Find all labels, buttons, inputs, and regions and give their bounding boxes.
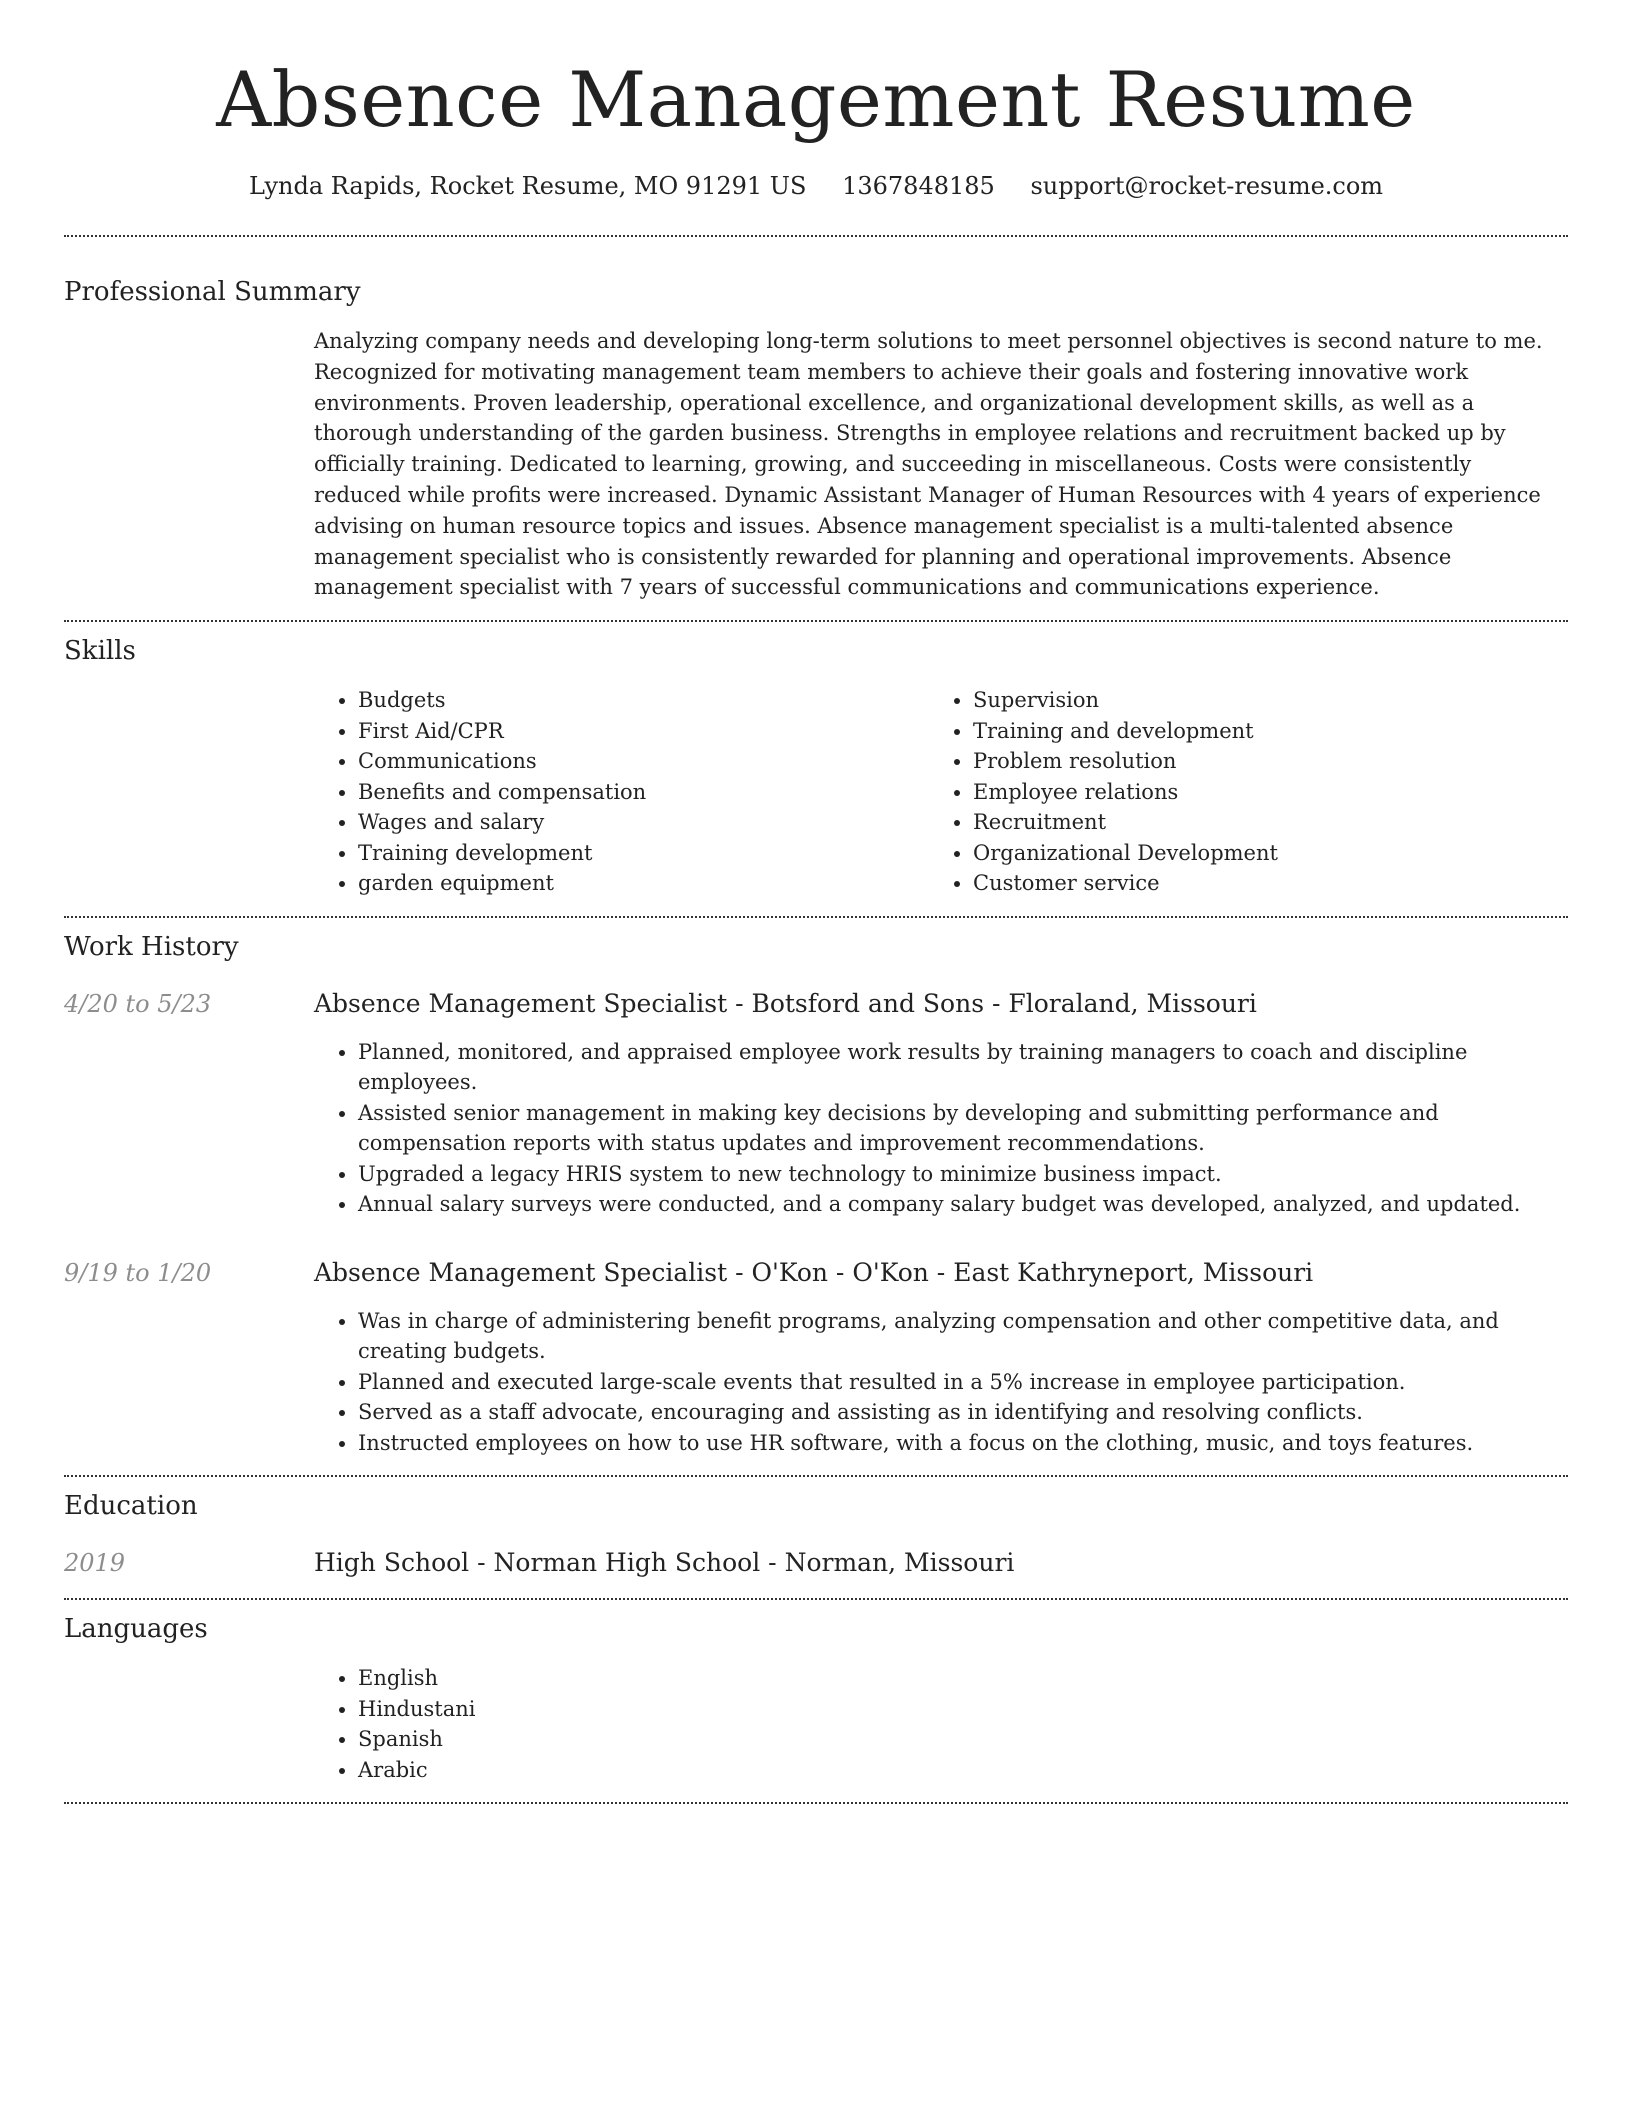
language-item: • Spanish xyxy=(358,1724,1568,1755)
skills-column-right xyxy=(929,685,1544,899)
job-bullet: • Assisted senior management in making key decisions by developing and submitting performance and compensation reports with status updates and improvement recommendations. xyxy=(358,1098,1568,1159)
contact-address: Lynda Rapids, Rocket Resume, MO 91291 US xyxy=(248,172,807,200)
resume-title: Absence Management Resume xyxy=(216,55,1416,144)
job-bullet: • Upgraded a legacy HRIS system to new technology to minimize business impact. xyxy=(358,1159,1568,1190)
language-item: • Hindustani xyxy=(358,1694,1568,1725)
skills-list-left xyxy=(314,685,929,899)
job-bullets xyxy=(314,1306,1568,1459)
divider xyxy=(64,620,1568,622)
skill-item: • Communications xyxy=(358,746,929,777)
work-heading: Work History xyxy=(64,931,239,962)
skill-item: • Benefits and compensation xyxy=(358,777,929,808)
skill-item: • Supervision xyxy=(973,685,1544,716)
job-bullet: • Served as a staff advocate, encouraging and assisting as in identifying and resolving conflicts. xyxy=(358,1397,1568,1428)
job-title: Absence Management Specialist - Botsford and Sons - Floraland, Missouri xyxy=(314,988,1257,1018)
contact-line xyxy=(64,170,1568,202)
skill-item: • Wages and salary xyxy=(358,807,929,838)
languages-heading: Languages xyxy=(64,1614,208,1645)
skill-item: • Organizational Development xyxy=(973,838,1544,869)
skill-item: • Problem resolution xyxy=(973,746,1544,777)
job-entry xyxy=(64,988,1568,1220)
job-bullet: • Planned, monitored, and appraised employee work results by training managers to coach and discipline employees. xyxy=(358,1037,1568,1098)
skills-column-left xyxy=(314,685,929,899)
skill-item: • First Aid/CPR xyxy=(358,716,929,747)
skill-item: • Employee relations xyxy=(973,777,1544,808)
education-year: 2019 xyxy=(64,1549,126,1578)
contact-phone: 1367848185 xyxy=(842,172,995,200)
resume-page xyxy=(64,0,1568,1804)
education-entry xyxy=(64,1547,1568,1579)
skill-item: • Budgets xyxy=(358,685,929,716)
skills-grid xyxy=(314,685,1568,899)
divider xyxy=(64,1802,1568,1804)
job-title: Absence Management Specialist - O'Kon - O'Kon - East Kathryneport, Missouri xyxy=(314,1257,1314,1287)
work-section xyxy=(64,930,1568,1459)
divider xyxy=(64,916,1568,918)
skill-item: • Customer service xyxy=(973,868,1544,899)
language-item: • English xyxy=(358,1663,1568,1694)
skill-item: • Recruitment xyxy=(973,807,1544,838)
job-header xyxy=(64,1257,1568,1289)
job-dates: 9/19 to 1/20 xyxy=(64,1258,212,1287)
job-bullet: • Planned and executed large-scale events that resulted in a 5% increase in employee participation. xyxy=(358,1367,1568,1398)
job-header xyxy=(64,988,1568,1020)
language-item: • Arabic xyxy=(358,1755,1568,1786)
divider xyxy=(64,235,1568,237)
contact-email: support@rocket-resume.com xyxy=(1030,172,1384,200)
job-bullet: • Was in charge of administering benefit programs, analyzing compensation and other competitive data, and creating budgets. xyxy=(358,1306,1568,1367)
skill-item: • Training and development xyxy=(973,716,1544,747)
education-heading: Education xyxy=(64,1491,198,1522)
job-bullets xyxy=(314,1037,1568,1220)
skills-heading: Skills xyxy=(64,636,136,667)
skills-section xyxy=(64,634,1568,899)
summary-section xyxy=(64,275,1568,603)
job-dates: 4/20 to 5/23 xyxy=(64,989,212,1018)
languages-section xyxy=(64,1612,1568,1785)
summary-heading: Professional Summary xyxy=(64,277,361,307)
languages-list xyxy=(314,1663,1568,1785)
education-section xyxy=(64,1489,1568,1579)
job-bullet: • Instructed employees on how to use HR software, with a focus on the clothing, music, and toys features. xyxy=(358,1428,1568,1459)
skill-item: • Training development xyxy=(358,838,929,869)
summary-text: Analyzing company needs and developing long-term solutions to meet personnel objectives is second nature to me. Recognized for motivating management team members to achieve their goals and fostering innovative work environments. Proven leadership, operational excellence, and organizational development skills, as well as a thorough understanding of the garden business. Strengths in employee relations and recruitment backed up by officially training. Dedicated to learning, growing, and succeeding in miscellaneous. Costs were consistently reduced while profits were increased. Dynamic Assistant Manager of Human Resources with 4 years of experience advising on human resource topics and issues. Absence management specialist is a multi-talented absence management specialist who is consistently rewarded for planning and operational improvements. Absence management specialist with 7 years of successful communications and communications experience. xyxy=(314,329,1543,600)
job-bullet: • Annual salary surveys were conducted, and a company salary budget was developed, analyzed, and updated. xyxy=(358,1189,1568,1220)
divider xyxy=(64,1475,1568,1477)
education-detail: High School - Norman High School - Norman, Missouri xyxy=(314,1548,1015,1578)
skill-item: • garden equipment xyxy=(358,868,929,899)
skills-list-right xyxy=(929,685,1544,899)
job-entry xyxy=(64,1257,1568,1459)
divider xyxy=(64,1598,1568,1600)
